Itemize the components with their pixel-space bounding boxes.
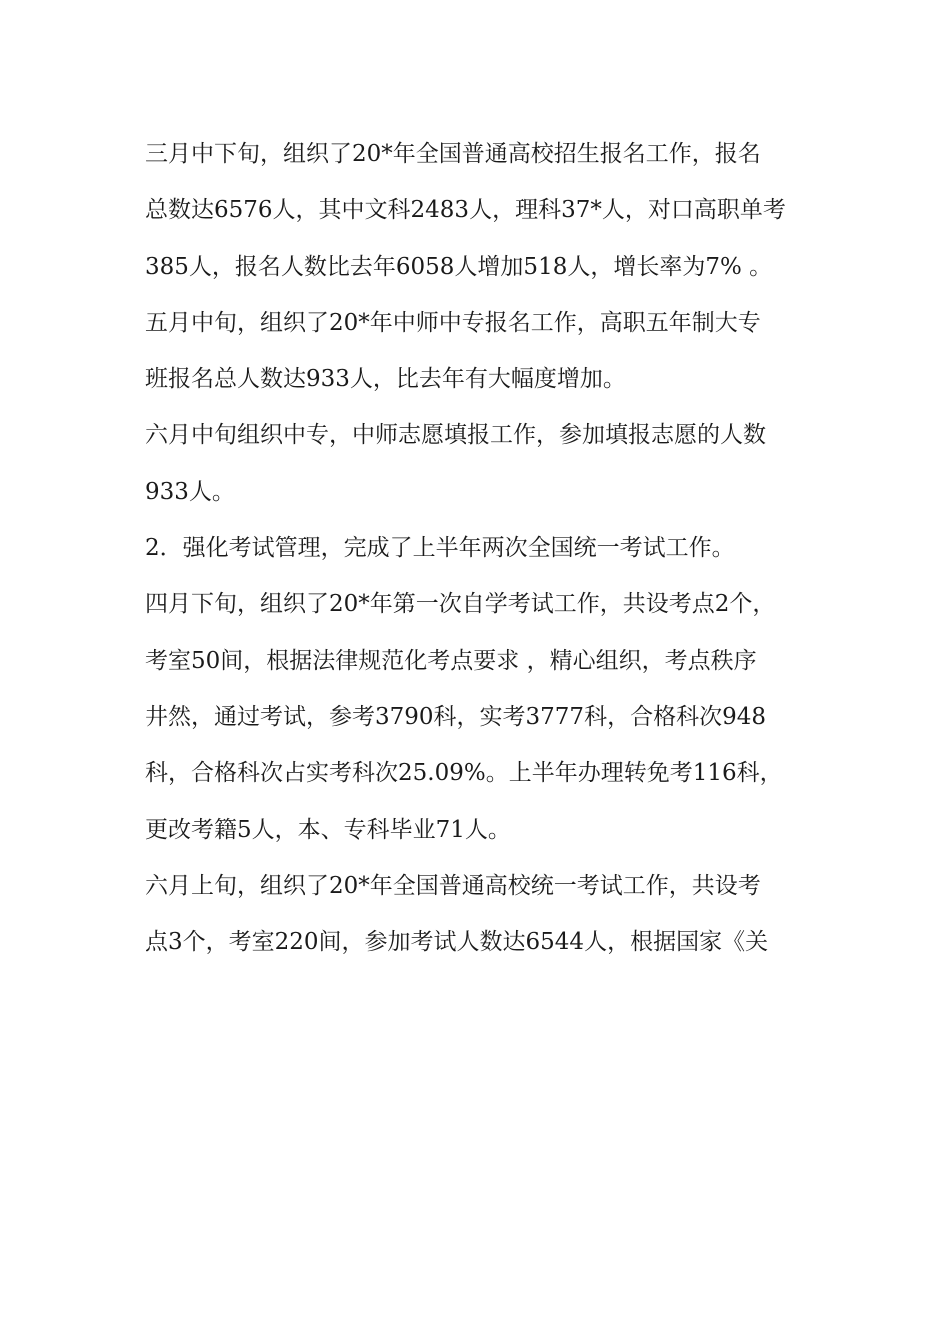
text-line-12: 科，合格科次占实考科次25.09%。上半年办理转免考116科， bbox=[145, 760, 783, 787]
text-line-10: 考室50间，根据法律规范化考点要求 ，精心组织，考点秩序 bbox=[145, 647, 757, 674]
text-line-8: 2．强化考试管理，完成了上半年两次全国统一考试工作。 bbox=[145, 535, 735, 562]
document-body bbox=[145, 126, 807, 970]
text-line-5: 班报名总人数达933人，比去年有大幅度增加。 bbox=[145, 366, 626, 393]
text-line-1: 三月中下旬，组织了20*年全国普通高校招生报名工作，报名 bbox=[145, 141, 761, 167]
text-line-9: 四月下旬，组织了20*年第一次自学考试工作，共设考点2个， bbox=[145, 591, 776, 618]
text-line-2: 总数达6576人，其中文科2483人，理科37*人，对口高职单考 bbox=[145, 197, 786, 224]
text-line-7: 933人。 bbox=[145, 478, 235, 505]
text-line-15: 点3个，考室220间，参加考试人数达6544人，根据国家《关 bbox=[145, 929, 769, 956]
text-line-13: 更改考籍5人，本、专科毕业71人。 bbox=[145, 816, 511, 843]
text-line-3: 385人，报名人数比去年6058人增加518人，增长率为7% 。 bbox=[145, 253, 773, 280]
text-line-14: 六月上旬，组织了20*年全国普通高校统一考试工作，共设考 bbox=[145, 872, 761, 899]
text-line-11: 井然，通过考试，参考3790科，实考3777科，合格科次948 bbox=[145, 703, 766, 730]
text-line-4: 五月中旬，组织了20*年中师中专报名工作，高职五年制大专 bbox=[145, 309, 761, 336]
text-line-6: 六月中旬组织中专，中师志愿填报工作，参加填报志愿的人数 bbox=[145, 422, 766, 449]
